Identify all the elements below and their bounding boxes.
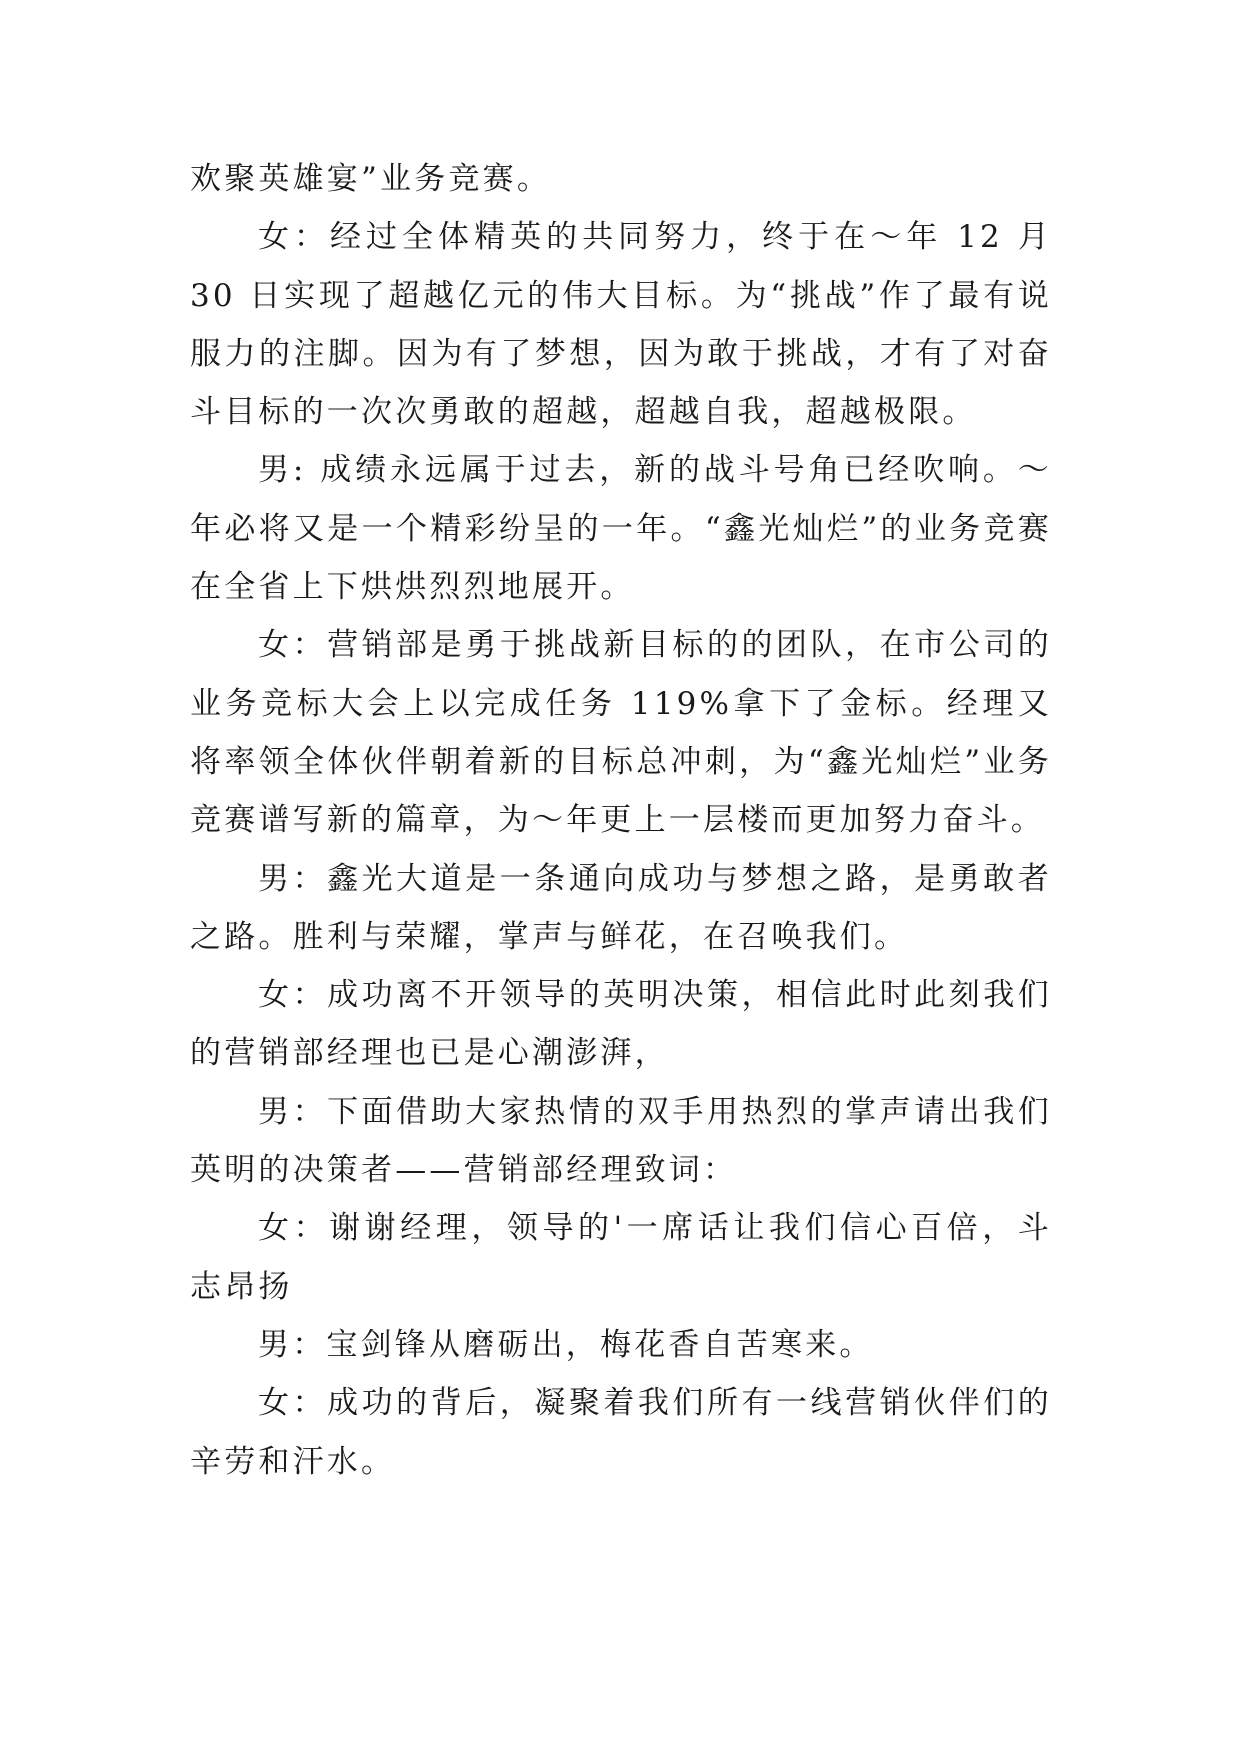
paragraph-1: 欢聚英雄宴”业务竞赛。: [190, 161, 552, 197]
document-body: [190, 150, 1052, 1491]
paragraph-3: 男: 成绩永远属于过去，新的战斗号角已经吹响。～年必将又是一个精彩纷呈的一年。“鑫光灿烂”的业务竞赛在全省上下烘烘烈烈地展开。: [190, 452, 1052, 606]
paragraph-9: 男：宝剑锋从磨砺出，梅花香自苦寒来。: [258, 1326, 874, 1363]
paragraph-10: 女：成功的背后，凝聚着我们所有一线营销伙伴们的辛劳和汗水。: [190, 1385, 1052, 1480]
paragraph-8: 女：谢谢经理，领导的'一席话让我们信心百倍，斗志昂扬: [190, 1210, 1052, 1305]
paragraph-4: 女：营销部是勇于挑战新目标的的团队，在市公司的业务竞标大会上以完成任务 119%拿下了金标。经理又将率领全体伙伴朝着新的目标总冲刺，为“鑫光灿烂”业务竞赛谱写新的篇章，为～年更上一层楼而更加努力奋斗。: [190, 627, 1052, 839]
paragraph-7: 男：下面借助大家热情的双手用热烈的掌声请出我们英明的决策者——营销部经理致词：: [190, 1093, 1052, 1189]
paragraph-6: 女：成功离不开领导的英明决策，相信此时此刻我们的营销部经理也已是心潮澎湃，: [190, 977, 1052, 1072]
paragraph-5: 男：鑫光大道是一条通向成功与梦想之路，是勇敢者之路。胜利与荣耀，掌声与鲜花，在召唤我们。: [190, 860, 1052, 955]
paragraph-2: 女：经过全体精英的共同努力，终于在～年 12 月 30 日实现了超越亿元的伟大目标。为“挑战”作了最有说服力的注脚。因为有了梦想，因为敢于挑战，才有了对奋斗目标的一次次勇敢的超越，超越自我，超越极限。: [190, 219, 1052, 431]
